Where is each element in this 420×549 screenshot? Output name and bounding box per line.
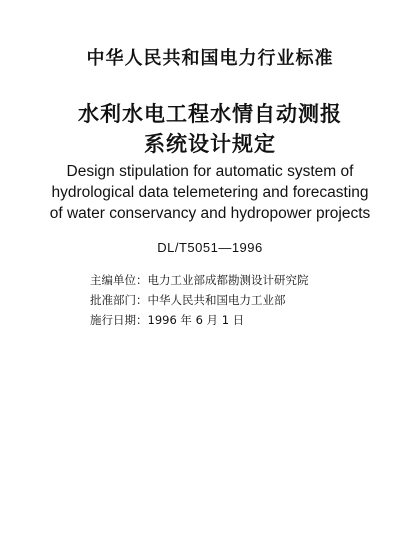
info-value: 1996 年 6 月 1 日 — [147, 313, 245, 327]
info-value: 电力工业部成都勘测设计研究院 — [147, 273, 309, 287]
standard-number: DL/T5051—1996 — [157, 240, 263, 255]
chinese-title-line-2: 系统设计规定 — [144, 132, 276, 156]
info-row-chief-editor — [90, 273, 309, 288]
chinese-title-line-1: 水利水电工程水情自动测报 — [78, 102, 342, 126]
info-row-effective-date — [90, 313, 244, 328]
info-label: 主编单位： — [90, 273, 148, 287]
info-label: 批准部门： — [90, 293, 148, 307]
english-title-line-3: of water conservancy and hydropower projects — [49, 205, 371, 222]
english-title-line-1: Design stipulation for automatic system of — [66, 163, 354, 180]
english-title-line-2: hydrological data telemetering and forecasting — [51, 184, 369, 201]
info-label: 施行日期： — [90, 313, 148, 327]
info-value: 中华人民共和国电力工业部 — [147, 293, 286, 307]
standard-type-heading: 中华人民共和国电力行业标准 — [86, 48, 334, 69]
info-row-approval-authority — [90, 293, 286, 308]
